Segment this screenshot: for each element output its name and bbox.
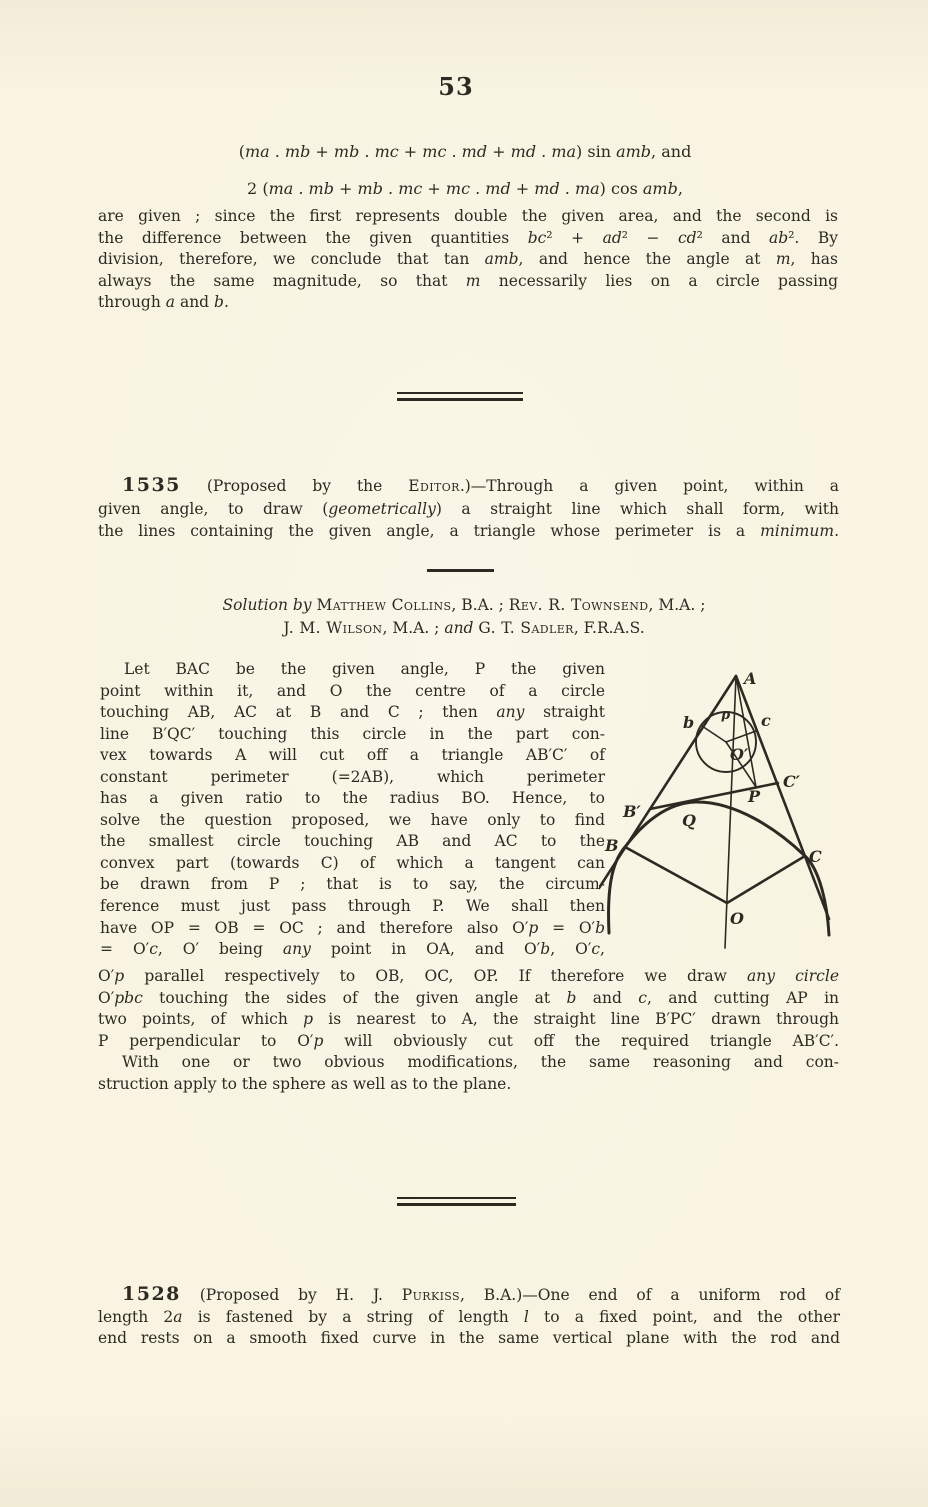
text-segment: O′ [98, 967, 115, 985]
radius-ob-large [625, 847, 727, 903]
text-segment: ma . mb + mb . mc + mc . md + md . ma [244, 142, 577, 161]
text-segment: is fastened by a string of length [182, 1307, 524, 1326]
problem-1528-statement [98, 1284, 840, 1350]
text-segment: point in OA, and O′ [310, 940, 541, 959]
text-segment: , and hence the angle at [518, 250, 776, 269]
text-segment: point within it, and O the centre of a circle [100, 681, 605, 700]
text-segment: With one or two obvious modifications, the same reasoning and con- [122, 1053, 839, 1072]
text-segment: through [98, 293, 166, 312]
text-segment: given angle, to draw ( [98, 499, 329, 518]
text-segment: ad [602, 228, 622, 247]
text-segment: , and cutting AP in [646, 988, 840, 1007]
solution-divider [427, 569, 494, 572]
radius-oc-small [726, 731, 756, 742]
text-segment: pbc [114, 988, 143, 1007]
text-line [94, 617, 834, 640]
section-divider-top [397, 392, 523, 401]
text-segment: , and [651, 142, 692, 161]
figure-label-b-prime: B′ [623, 802, 641, 821]
figure-label-a: A [744, 669, 757, 688]
text-segment: line B′QC′ touching this circle in the part con- [100, 724, 605, 743]
figure-label-c-prime: C′ [783, 772, 800, 791]
text-segment: b [566, 988, 577, 1007]
text-segment: and [175, 293, 215, 312]
text-line [98, 292, 838, 314]
text-segment: ) cos [599, 179, 643, 198]
text-segment: l [523, 1307, 529, 1326]
text-line [98, 1328, 840, 1350]
text-segment: c [149, 940, 158, 959]
text-segment: always the same magnitude, so that [98, 271, 466, 290]
solution-text-fullwidth [98, 966, 839, 1095]
text-line [98, 271, 838, 293]
text-line [98, 498, 839, 521]
text-line [100, 939, 605, 961]
text-line [98, 249, 838, 271]
text-segment: ². By [788, 228, 838, 247]
text-segment: be drawn from P ; that is to say, the circum- [100, 875, 605, 894]
text-line [100, 702, 605, 724]
figure-label-c: C [809, 847, 822, 866]
display-formulas [95, 133, 835, 207]
text-line [100, 767, 605, 789]
text-line [98, 1284, 840, 1307]
text-segment: bc [527, 228, 547, 247]
text-segment: any [496, 703, 525, 722]
text-segment: touching the sides of the given angle at [142, 988, 567, 1007]
text-segment: , O′ being [157, 940, 283, 959]
section-divider-bottom [397, 1197, 516, 1206]
text-line [100, 724, 605, 746]
text-segment: Editor [408, 477, 460, 495]
text-line [100, 896, 605, 918]
text-segment: struction apply to the sphere as well as to the plane. [98, 1074, 512, 1093]
text-line [95, 170, 835, 207]
text-segment: . [834, 522, 839, 540]
text-segment: = O′ [100, 940, 150, 959]
text-segment: , B.A.)—One end of a uniform rod of [460, 1286, 840, 1304]
text-segment: c [591, 940, 601, 959]
text-segment: , [677, 179, 683, 198]
text-segment: vex towards A will cut off a triangle AB′C′ of [100, 746, 605, 765]
text-segment: b [595, 918, 605, 937]
figure-label-p-small: p [721, 708, 731, 723]
text-segment: = O′ [538, 918, 596, 937]
figure-label-p: P [748, 787, 761, 806]
text-segment: 2 ( [247, 179, 269, 198]
text-segment: convex part (towards C) of which a tangent can [100, 853, 605, 872]
text-segment: b [214, 293, 224, 312]
geometry-figure [599, 651, 873, 965]
text-segment: , B.A. ; [451, 596, 509, 614]
text-segment: p [528, 918, 539, 937]
text-segment: ference must just pass through P. We shall then [100, 897, 605, 916]
text-line [98, 228, 838, 250]
text-segment: , M.A. ; [648, 596, 706, 614]
text-segment: geometrically [328, 499, 436, 518]
text-line [100, 853, 605, 875]
text-segment: constant perimeter (=2AB), which perimeter [100, 767, 605, 786]
text-segment: ) a straight line which shall form, with [435, 499, 839, 518]
figure-label-b: B [605, 836, 619, 855]
text-segment: any [282, 940, 311, 959]
text-segment: solve the question proposed, we have only to find [100, 810, 605, 829]
text-segment: Let BAC be the given angle, P the given [124, 660, 605, 678]
text-segment: . [223, 293, 229, 312]
text-segment: Rev. R. Townsend [508, 596, 649, 614]
text-line [98, 988, 839, 1010]
problem-1535-statement [98, 474, 839, 543]
figure-label-o-prime: O′ [730, 745, 749, 764]
text-segment: Purkiss [401, 1286, 460, 1304]
text-segment: a [165, 293, 176, 312]
figure-label-b-small: b [683, 713, 695, 732]
text-segment: to a fixed point, and the other [528, 1307, 840, 1326]
text-segment: .)—Through a given point, within a [459, 477, 839, 495]
text-segment: amb [484, 250, 519, 269]
text-line [95, 133, 835, 170]
text-line [98, 206, 838, 228]
text-segment: P perpendicular to O′ [98, 1031, 314, 1050]
text-segment: two points, of which [98, 1010, 304, 1029]
text-segment: m [775, 250, 791, 269]
text-line [100, 681, 605, 703]
text-segment: p [313, 1031, 324, 1050]
text-segment: (Proposed by the [180, 477, 409, 495]
text-line [98, 474, 839, 498]
text-segment: b [540, 940, 551, 959]
text-segment: ² [696, 228, 703, 247]
text-segment: the difference between the given quantities [98, 228, 528, 247]
text-line [98, 1074, 839, 1096]
text-segment: ² + [546, 228, 603, 247]
text-segment: p [303, 1010, 313, 1029]
text-line [98, 1052, 839, 1074]
text-segment: , O′ [550, 940, 592, 959]
radius-oc-large [727, 856, 805, 903]
text-segment: has a given ratio to the radius BO. Hence, to [100, 789, 605, 808]
text-segment: ( [238, 142, 245, 161]
text-line [98, 966, 839, 988]
figure-label-q: Q [682, 811, 696, 830]
text-segment: cd [678, 228, 697, 247]
text-segment: J. M. Wilson [283, 619, 383, 637]
intro-paragraph [98, 206, 838, 314]
text-line [100, 659, 605, 681]
text-line [100, 831, 605, 853]
solution-heading [94, 594, 834, 640]
text-segment: minimum [760, 522, 835, 540]
text-segment: O′ [98, 988, 115, 1007]
text-segment: and [576, 988, 639, 1007]
text-segment: (Proposed by H. J. [180, 1286, 402, 1304]
text-segment: are given ; since the first represents double the given area, and the second is [98, 207, 838, 225]
text-segment: amb [642, 179, 678, 198]
text-line [100, 810, 605, 832]
text-segment: amb [616, 142, 652, 161]
text-segment: , [600, 940, 605, 959]
figure-label-o: O [730, 909, 744, 928]
text-line [100, 874, 605, 896]
radius-ob-small [702, 726, 726, 742]
text-segment: division, therefore, we conclude that tan [98, 250, 485, 269]
text-segment: G. T. Sadler [478, 619, 574, 637]
text-segment: touching AB, AC at B and C ; then [100, 703, 497, 722]
geometry-figure-svg [599, 651, 873, 965]
text-segment: have OP = OB = OC ; and therefore also O′ [100, 918, 529, 937]
text-line [98, 520, 839, 543]
page-number: 53 [438, 72, 474, 101]
text-segment: any circle [747, 967, 839, 985]
text-segment: , F.R.A.S. [573, 619, 645, 637]
text-segment: , has [790, 250, 838, 269]
text-segment: length 2 [98, 1307, 174, 1326]
text-segment: the lines containing the given angle, a triangle whose perimeter is a [98, 522, 761, 540]
solution-text-column [100, 659, 605, 961]
text-segment: end rests on a smooth fixed curve in the same vertical plane with the rod and [98, 1329, 840, 1348]
text-segment: ) sin [576, 142, 617, 161]
text-segment: will obviously cut off the required triangle AB′C′. [323, 1031, 839, 1050]
text-line [100, 788, 605, 810]
text-segment: ma . mb + mb . mc + mc . md + md . ma [268, 179, 600, 198]
text-segment: m [465, 271, 481, 290]
text-line [98, 1031, 839, 1053]
text-line [98, 1307, 840, 1329]
text-line [100, 745, 605, 767]
text-segment: the smallest circle touching AB and AC to the [100, 832, 605, 851]
text-line [94, 594, 834, 617]
text-segment: necessarily lies on a circle passing [480, 271, 838, 290]
text-segment: p [114, 967, 125, 985]
text-segment: , M.A. ; [382, 619, 445, 637]
text-segment: straight [524, 703, 605, 722]
text-segment: 1528 [122, 1283, 181, 1305]
text-segment: Solution by [222, 596, 317, 614]
text-segment: and [702, 228, 770, 247]
text-segment: c [638, 988, 647, 1007]
text-segment: parallel respectively to OB, OC, OP. If therefore we draw [124, 967, 747, 985]
text-line [98, 1009, 839, 1031]
text-segment: and [444, 619, 474, 637]
text-segment: 1535 [122, 474, 181, 496]
text-line [100, 918, 605, 940]
figure-label-c-small: c [761, 711, 771, 730]
text-segment: Matthew Collins [316, 596, 452, 614]
text-segment: ² − [621, 228, 678, 247]
text-segment: a [173, 1307, 183, 1326]
text-segment: ab [769, 228, 789, 247]
text-segment: is nearest to A, the straight line B′PC′ drawn through [313, 1010, 839, 1029]
